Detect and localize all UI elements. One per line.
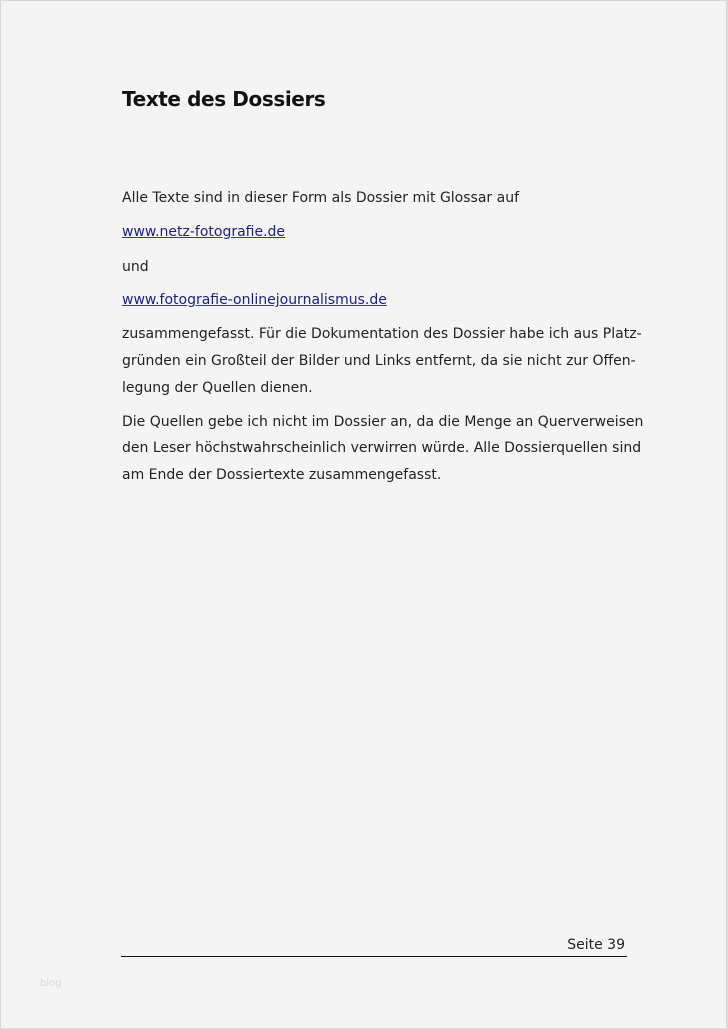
paragraph-2-line-3: legung der Quellen dienen. — [122, 380, 313, 396]
page-title: Texte des Dossiers — [122, 87, 326, 111]
onlinejournalismus-link[interactable]: www.fotografie-onlinejournalismus.de — [122, 292, 387, 308]
paragraph-3-line-1: Die Quellen gebe ich nicht im Dossier an, da die Menge an Querverweisen — [122, 414, 644, 430]
paragraph-3-line-3: am Ende der Dossiertexte zusammengefasst. — [122, 467, 442, 483]
paragraph-3-line-2: den Leser höchstwahrscheinlich verwirren würde. Alle Dossierquellen sind — [122, 440, 642, 456]
footer-divider — [121, 956, 627, 957]
watermark-text: blog — [40, 978, 62, 989]
page-number: Seite 39 — [567, 937, 625, 953]
intro-paragraph: Alle Texte sind in dieser Form als Dossier mit Glossar auf — [122, 190, 520, 206]
document-page — [1, 1, 726, 1028]
paragraph-2-line-1: zusammengefasst. Für die Dokumentation des Dossier habe ich aus Platz- — [122, 326, 642, 342]
link-line-1 — [122, 219, 622, 246]
paragraph-2-line-2: gründen ein Großteil der Bilder und Links entfernt, da sie nicht zur Offen- — [122, 353, 636, 369]
connector-text: und — [122, 259, 149, 275]
netz-fotografie-link[interactable]: www.netz-fotografie.de — [122, 224, 286, 240]
link-line-2 — [122, 287, 622, 314]
